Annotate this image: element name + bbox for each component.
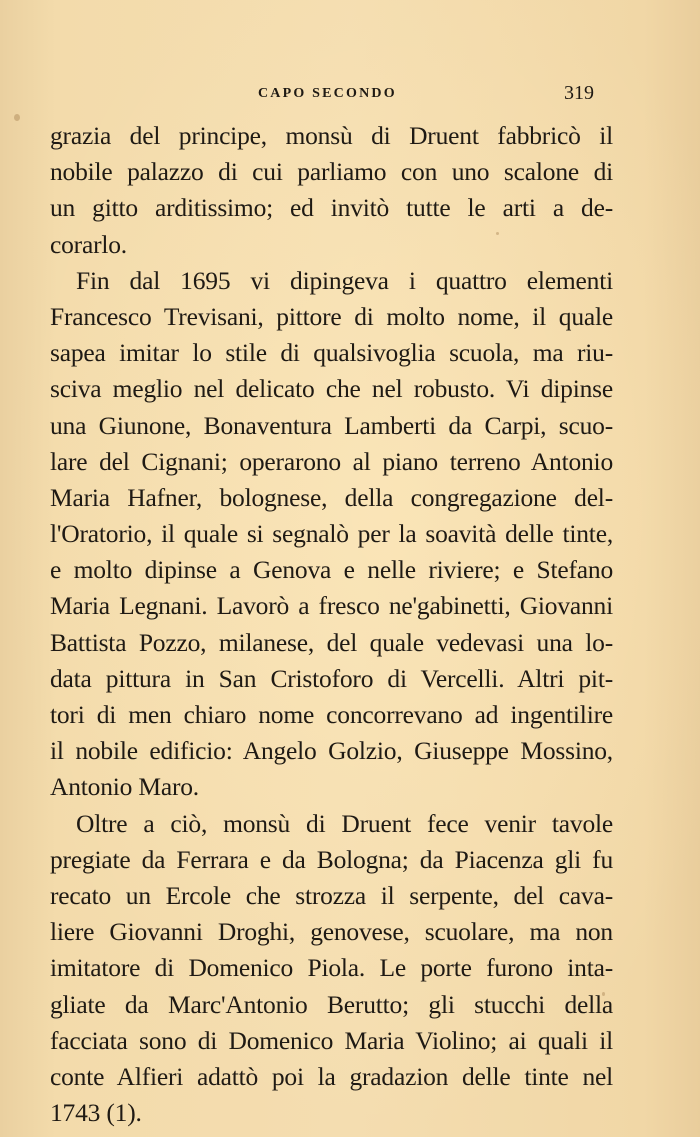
text-line: Maria Hafner, bolognese, della congregazione del- (50, 482, 613, 512)
text-line: l'Oratorio, il quale si segnalò per la soavità delle tinte, (50, 519, 613, 549)
text-line: facciata sono di Domenico Maria Violino; ai quali il (50, 1025, 613, 1055)
text-line: nobile palazzo di cui parliamo con uno scalone di (50, 157, 613, 187)
text-line: imitatore di Domenico Piola. Le porte furono inta- (50, 953, 613, 983)
running-head (0, 82, 700, 106)
page-number: 319 (564, 82, 594, 104)
text-line: sapea imitar lo stile di qualsivoglia scuola, ma riu- (50, 338, 613, 368)
text-line: Maria Legnani. Lavorò a fresco ne'gabinetti, Giovanni (50, 591, 613, 621)
body-text (50, 118, 613, 1131)
text-line: il nobile edificio: Angelo Golzio, Giuseppe Mossino, (50, 736, 613, 766)
text-line: gliate da Marc'Antonio Berutto; gli stucchi della (50, 989, 613, 1019)
text-line: e molto dipinse a Genova e nelle riviere; e Stefano (50, 555, 613, 585)
text-line: un gitto arditissimo; ed invitò tutte le arti a de- (50, 193, 613, 223)
text-line: pregiate da Ferrara e da Bologna; da Piacenza gli fu (50, 844, 613, 874)
text-line: tori di men chiaro nome concorrevano ad ingentilire (50, 700, 613, 729)
text-line: 1743 (1). (50, 1098, 142, 1128)
text-line: lare del Cignani; operarono al piano terreno Antonio (50, 446, 613, 476)
text-line: Antonio Maro. (50, 772, 199, 802)
paper-stain (14, 114, 20, 121)
text-line: Oltre a ciò, monsù di Druent fece venir tavole (76, 808, 613, 838)
text-line: recato un Ercole che strozza il serpente, del cava- (50, 880, 613, 910)
text-line: Francesco Trevisani, pittore di molto nome, il quale (50, 301, 613, 331)
text-line: data pittura in San Cristoforo di Vercelli. Altri pit- (50, 663, 613, 693)
text-line: sciva meglio nel delicato che nel robusto. Vi dipinse (50, 374, 613, 404)
text-line: Battista Pozzo, milanese, del quale vedevasi una lo- (50, 627, 613, 657)
text-line: conte Alfieri adattò poi la gradazion delle tinte nel (50, 1061, 613, 1091)
text-line: corarlo. (50, 229, 127, 259)
text-line: liere Giovanni Droghi, genovese, scuolare, ma non (50, 917, 613, 947)
running-title: CAPO SECONDO (258, 86, 397, 101)
text-line: Fin dal 1695 vi dipingeva i quattro elementi (76, 265, 613, 295)
text-line: grazia del principe, monsù di Druent fabbricò il (50, 121, 613, 150)
text-line: una Giunone, Bonaventura Lamberti da Carpi, scuo- (50, 410, 613, 440)
